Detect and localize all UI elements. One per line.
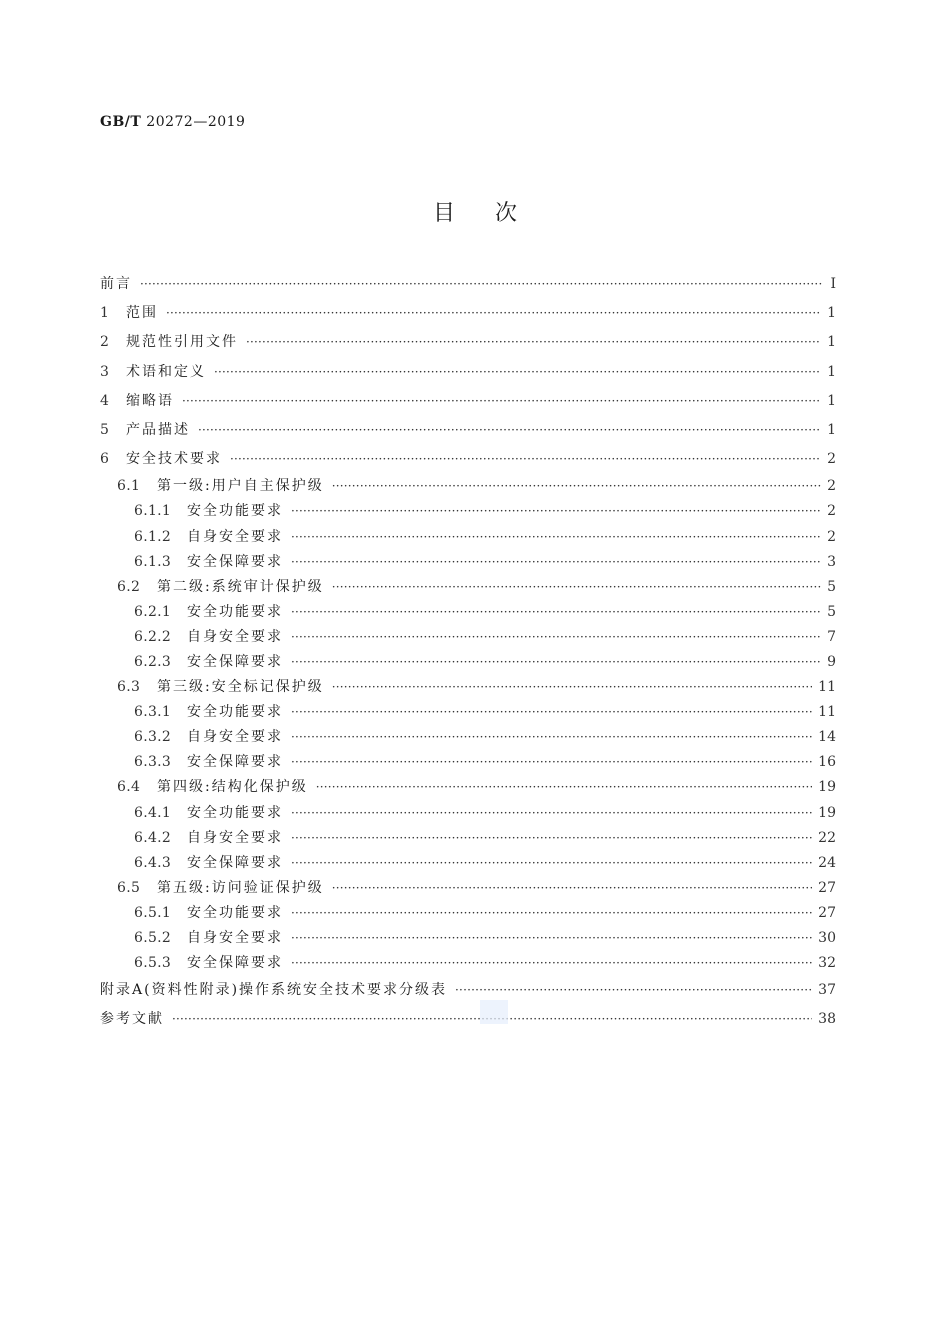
toc-entry-number: 6.2 [117, 578, 141, 595]
toc-entry[interactable] [100, 725, 836, 750]
toc-entry-number: 2 [100, 334, 110, 351]
toc-leader-dots [291, 499, 821, 524]
toc-leader-dots [230, 445, 821, 474]
toc-entry-page: 1 [827, 363, 836, 380]
toc-entry[interactable] [100, 675, 836, 700]
toc-entry[interactable] [100, 650, 836, 675]
toc-entry-label: 安全保障要求 [187, 854, 283, 871]
toc-entry-label: 自身安全要求 [187, 729, 283, 746]
toc-entry-page: 2 [827, 528, 836, 545]
toc-entry[interactable] [100, 625, 836, 650]
toc-entry-page: 2 [827, 451, 836, 468]
toc-leader-dots [332, 575, 821, 600]
table-of-contents [100, 270, 836, 1035]
toc-leader-dots [291, 750, 812, 775]
toc-entry[interactable] [100, 445, 836, 474]
toc-entry[interactable] [100, 801, 836, 826]
toc-entry-label: 缩略语 [126, 392, 174, 409]
toc-entry-number: 6.5.1 [134, 904, 172, 921]
toc-entry-label: 参考文献 [100, 1011, 164, 1028]
toc-entry-number: 6.2.2 [134, 628, 172, 645]
toc-entry-number: 3 [100, 363, 110, 380]
toc-leader-dots [455, 976, 812, 1005]
toc-entry-label: 术语和定义 [126, 363, 206, 380]
toc-entry[interactable] [100, 270, 836, 299]
toc-leader-dots [166, 299, 821, 328]
toc-entry-page: 30 [818, 930, 836, 946]
toc-entry-number: 6.3.3 [134, 754, 172, 771]
toc-entry[interactable] [100, 976, 836, 1005]
toc-entry-number: 6.1.1 [134, 503, 172, 520]
toc-leader-dots [291, 625, 821, 650]
toc-entry-label: 安全功能要求 [187, 704, 283, 721]
toc-entry-label: 产品描述 [126, 421, 190, 438]
toc-leader-dots [291, 926, 812, 951]
toc-leader-dots [214, 358, 821, 387]
toc-entry[interactable] [100, 416, 836, 445]
toc-entry-page: 1 [827, 305, 836, 322]
toc-leader-dots [291, 550, 821, 575]
toc-entry-page: 32 [818, 955, 836, 972]
toc-entry-number: 6.4.1 [134, 804, 172, 821]
toc-entry-page: 22 [818, 829, 836, 846]
toc-entry-label: 第四级:结构化保护级 [157, 779, 308, 796]
toc-leader-dots [291, 725, 812, 750]
toc-entry[interactable] [100, 600, 836, 625]
toc-entry-number: 6.2.3 [134, 653, 172, 670]
toc-entry-number: 6.5.3 [134, 955, 172, 972]
toc-leader-dots [140, 270, 822, 299]
toc-leader-dots [182, 387, 821, 416]
toc-leader-dots [291, 901, 812, 926]
toc-entry-page: 27 [818, 879, 836, 896]
toc-leader-dots [198, 416, 821, 445]
toc-entry-page: 1 [827, 421, 836, 438]
toc-entry-page: 5 [827, 603, 836, 620]
toc-entry-number: 6.4.2 [134, 829, 172, 846]
toc-leader-dots [291, 700, 812, 725]
toc-leader-dots [291, 650, 821, 675]
toc-leader-dots [291, 951, 812, 976]
standard-number: 20272—2019 [146, 114, 246, 130]
toc-entry-number: 6.1 [117, 478, 141, 495]
toc-entry[interactable] [100, 951, 836, 976]
toc-entry-page: I [830, 276, 836, 292]
toc-entry-page: 27 [818, 904, 836, 921]
toc-leader-dots [291, 826, 812, 851]
toc-entry-number: 6.5.2 [134, 930, 172, 946]
toc-entry-label: 规范性引用文件 [126, 334, 238, 351]
toc-entry-page: 38 [818, 1011, 836, 1028]
toc-leader-dots [316, 775, 812, 800]
toc-entry[interactable] [100, 926, 836, 951]
toc-entry-page: 2 [827, 503, 836, 520]
toc-entry-number: 6.3 [117, 679, 141, 696]
toc-entry[interactable] [100, 387, 836, 416]
toc-entry-label: 前言 [100, 276, 132, 292]
toc-entry-label: 第五级:访问验证保护级 [157, 879, 324, 896]
toc-entry-label: 安全保障要求 [187, 955, 283, 972]
toc-entry-page: 3 [827, 553, 836, 570]
document-code [100, 114, 245, 130]
toc-leader-dots [332, 675, 812, 700]
toc-leader-dots [332, 474, 821, 499]
toc-entry-label: 安全功能要求 [187, 904, 283, 921]
toc-entry-label: 安全技术要求 [126, 451, 222, 468]
toc-entry[interactable] [100, 775, 836, 800]
toc-entry[interactable] [100, 550, 836, 575]
toc-entry-label: 自身安全要求 [187, 628, 283, 645]
toc-entry-number: 6.4.3 [134, 854, 172, 871]
toc-entry-label: 自身安全要求 [187, 829, 283, 846]
toc-leader-dots [291, 525, 821, 550]
toc-leader-dots [246, 328, 821, 357]
toc-entry[interactable] [100, 851, 836, 876]
toc-entry[interactable] [100, 700, 836, 725]
standard-prefix: GB/T [100, 114, 142, 130]
toc-entry-label: 附录A(资料性附录)操作系统安全技术要求分级表 [100, 982, 448, 999]
toc-entry[interactable] [100, 876, 836, 901]
toc-entry[interactable] [100, 525, 836, 550]
toc-entry-number: 6.2.1 [134, 603, 172, 620]
toc-entry-number: 6.3.1 [134, 704, 172, 721]
toc-entry-number: 6.1.3 [134, 553, 172, 570]
toc-entry[interactable] [100, 358, 836, 387]
toc-entry[interactable] [100, 299, 836, 328]
toc-entry-label: 第三级:安全标记保护级 [157, 679, 324, 696]
toc-entry-number: 6.1.2 [134, 528, 172, 545]
toc-entry-page: 14 [818, 729, 836, 746]
toc-entry-label: 安全保障要求 [187, 553, 283, 570]
toc-entry-page: 5 [827, 578, 836, 595]
toc-entry-page: 19 [818, 779, 836, 796]
toc-leader-dots [291, 801, 812, 826]
toc-entry-label: 安全保障要求 [187, 754, 283, 771]
toc-entry-page: 11 [818, 679, 836, 696]
toc-entry-label: 自身安全要求 [187, 528, 283, 545]
toc-entry-page: 2 [827, 478, 836, 495]
toc-entry-page: 24 [818, 854, 836, 871]
toc-entry-number: 6.5 [117, 879, 141, 896]
toc-entry[interactable] [100, 328, 836, 357]
toc-entry[interactable] [100, 499, 836, 524]
toc-entry[interactable] [100, 474, 836, 499]
toc-entry-page: 19 [818, 804, 836, 821]
toc-entry-number: 4 [100, 392, 110, 409]
toc-entry-number: 1 [100, 305, 110, 322]
toc-entry-page: 37 [818, 982, 836, 999]
toc-entry[interactable] [100, 901, 836, 926]
toc-entry-page: 16 [818, 754, 836, 771]
toc-entry-label: 安全功能要求 [187, 804, 283, 821]
toc-entry-label: 第一级:用户自主保护级 [157, 478, 324, 495]
toc-entry-number: 5 [100, 421, 110, 438]
toc-entry-label: 安全保障要求 [187, 653, 283, 670]
toc-entry-page: 1 [827, 392, 836, 409]
toc-entry[interactable] [100, 826, 836, 851]
toc-entry-page: 9 [827, 653, 836, 670]
toc-entry-page: 1 [827, 334, 836, 351]
toc-title: 目次 [432, 201, 557, 226]
toc-entry-number: 6.4 [117, 779, 141, 796]
toc-entry-label: 安全功能要求 [187, 503, 283, 520]
toc-entry-number: 6 [100, 451, 110, 468]
toc-entry[interactable] [100, 1005, 836, 1034]
toc-entry-label: 第二级:系统审计保护级 [157, 578, 324, 595]
toc-entry-label: 安全功能要求 [187, 603, 283, 620]
toc-entry-page: 11 [818, 704, 836, 721]
toc-leader-dots [332, 876, 812, 901]
toc-entry-number: 6.3.2 [134, 729, 172, 746]
toc-entry-label: 自身安全要求 [187, 930, 283, 946]
toc-entry-label: 范围 [126, 305, 158, 322]
toc-leader-dots [291, 600, 821, 625]
toc-entry-page: 7 [827, 628, 836, 645]
toc-entry[interactable] [100, 750, 836, 775]
toc-leader-dots [291, 851, 812, 876]
toc-entry[interactable] [100, 575, 836, 600]
watermark [480, 1000, 508, 1024]
